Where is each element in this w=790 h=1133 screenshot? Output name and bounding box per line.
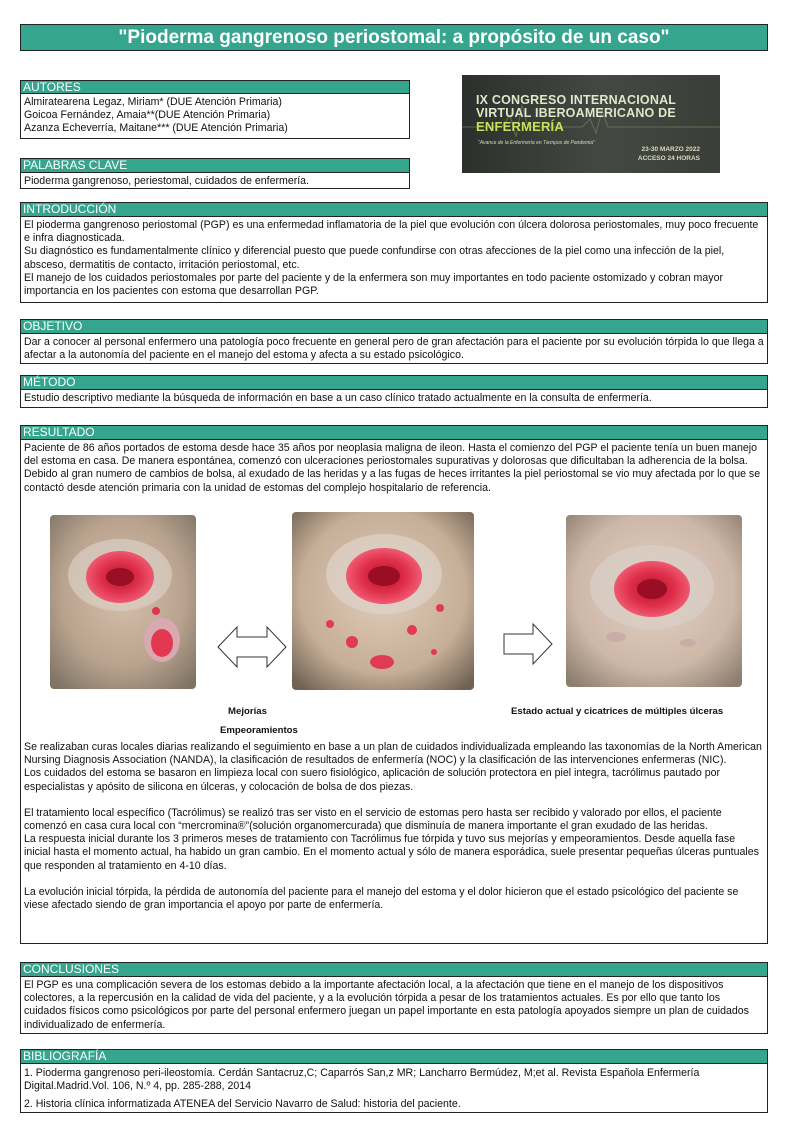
logo-access: ACCESO 24 HORAS: [637, 155, 700, 162]
reference-item: 2. Historia clínica informatizada ATENEA del Servicio Navarro de Salud: historia del paciente.: [24, 1098, 461, 1111]
bibliografia-heading: BIBLIOGRAFÍA: [20, 1049, 768, 1063]
resultado-details: [24, 741, 764, 912]
intro-paragraph: Su diagnóstico es fundamentalmente clínico y diferencial puesto que puede confundirse con otras afecciones de la piel como una infección de la piel, absceso, dermatitis de contacto, irritación periostomal, etc.: [24, 245, 725, 271]
congress-logo: [462, 75, 720, 173]
caption-estado-actual: Estado actual y cicatrices de múltiples úlceras: [511, 706, 724, 717]
logo-line-1: IX CONGRESO INTERNACIONAL: [476, 93, 677, 107]
double-arrow-icon: [217, 625, 287, 669]
conclusiones-heading: CONCLUSIONES: [20, 962, 768, 976]
wound-photo-current: [566, 515, 742, 687]
author-line: Goicoa Fernández, Amaia**(DUE Atención Primaria): [24, 109, 271, 122]
palabras-clave-box: [20, 172, 410, 189]
intro-paragraph: El manejo de los cuidados periostomales por parte del paciente y de la enfermera son muy importantes en todo paciente ostomizado y cobran mayor importancia en los pacientes con estoma que desarrollan PGP.: [24, 271, 723, 298]
poster-title: "Pioderma gangrenoso periostomal: a propósito de un caso": [20, 24, 768, 51]
wound-photo-evolution: [292, 512, 474, 690]
objetivo-heading: OBJETIVO: [20, 319, 768, 333]
resultado-heading: RESULTADO: [20, 425, 768, 439]
introduccion-heading: INTRODUCCIÓN: [20, 202, 768, 216]
objetivo-box: [20, 333, 768, 364]
metodo-text: Estudio descriptivo mediante la búsqueda de información en base a un caso clínico tratado actualmente en la consulta de enfermería.: [24, 392, 652, 404]
conclusiones-text: El PGP es una complicación severa de los estomas debido a la importante afectación local, a la afectación que tiene en el manejo de los dispositivos colectores, a la repercusión en la calidad de vida del paciente, y a la evolución tórpida a pesar de los tratamientos actuales. Es por ello que tanto los cuidados físicos como psicológicos por parte del personal enfermero juegan un papel importante en esta patología apoyados siempre un plan de cuidados individualizado de enfermería.: [24, 979, 749, 1031]
caption-mejorias: Mejorías: [228, 706, 267, 717]
caption-empeoramientos: Empeoramientos: [220, 725, 298, 736]
right-arrow-icon: [503, 622, 553, 666]
resultado-paragraph: La respuesta inicial durante los 3 primeros meses de tratamiento con Tacrólimus fue tórpida y tuvo sus mejorías y empeoramientos. Desde aquella fase inicial hasta el momento actual, ha habido un gran cambio. En el momento actual y sólo de manera esporádica, suele presentar pequeñas úlceras puntuales que responden al tratamiento en 4-10 días.: [24, 833, 759, 872]
logo-line-3: ENFERMERÍA: [476, 119, 564, 134]
resultado-paragraph: Se realizaban curas locales diarias realizando el seguimiento en base a un plan de cuidados individualizada empleando las taxonomías de la North American Nursing Diagnosis Association (NANDA), la clasificación de resultados de enfermería (NOC) y la clasificación de las intervenciones enfermeras (NIC).: [24, 741, 762, 767]
metodo-heading: MÉTODO: [20, 375, 768, 389]
author-line: Azanza Echeverría, Maitane*** (DUE Atención Primaria): [24, 122, 288, 135]
reference-item: 1. Pioderma gangrenoso peri-ileostomía. Cerdán Santacruz,C; Caparrós San,z MR; Lancharro Bermúdez, M;et al. Revista Española Enfermería Digital.Madrid.Vol. 106, N.º 4, pp. 285-288, 2014: [24, 1067, 700, 1093]
logo-line-2: VIRTUAL IBEROAMERICANO DE: [476, 106, 676, 120]
resultado-paragraph: Los cuidados del estoma se basaron en limpieza local con suero fisiológico, aplicación de solución protectora en piel integra, tacrólimus pautado por especialistas y apósito de silicona en úlceras, y colocación de bolsa de dos piezas.: [24, 767, 721, 793]
wound-photo-initial: [50, 515, 196, 689]
conclusiones-box: [20, 976, 768, 1034]
metodo-box: [20, 389, 768, 408]
resultado-intro: Paciente de 86 años portados de estoma desde hace 35 años por neoplasia maligna de ileon. Hasta el comienzo del PGP el paciente tenía un buen manejo del estoma en casa. De manera espontánea, comenzó con ulceraciones periostomales supurativas y dolorosas que dificultaban la adherencia de la bolsa. Debido al gran numero de cambios de bolsa, al exudado de las heridas y a las fugas de heces irritantes la piel periostomal se vio muy afectada por lo que se contactó desde atención primaria con la unidad de estomas del complejo hospitalario de referencia.: [24, 442, 761, 494]
bibliografia-box: [20, 1063, 768, 1113]
intro-paragraph: El pioderma gangrenoso periostomal (PGP) es una enfermedad inflamatoria de la piel que evolución con úlcera dolorosa periostomales, muy poco frecuente e infra diagnosticada.: [24, 219, 759, 245]
logo-tagline: "Avance de la Enfermería en Tiempos de Pandemia": [478, 140, 595, 146]
objetivo-text: Dar a conocer al personal enfermero una patología poco frecuente en general pero de gran afectación para el paciente por su evolución tórpida lo que llega a afectar a la autonomía del paciente en el manejo del estoma y afecta a su estado psicológico.: [24, 336, 764, 362]
autores-box: [20, 93, 410, 139]
autores-heading: AUTORES: [20, 80, 410, 93]
logo-dates: 23-30 MARZO 2022: [641, 146, 700, 153]
palabras-clave-text: Pioderma gangrenoso, periestomal, cuidados de enfermería.: [24, 175, 310, 187]
author-line: Almiratearena Legaz, Miriam* (DUE Atención Primaria): [24, 96, 282, 108]
resultado-paragraph: El tratamiento local específico (Tacrólimus) se realizó tras ser visto en el servicio de estomas pero hasta ser recibido y valorado por ellos, el paciente comenzó en casa cura local con “mercromina®”(solución organomercurada) que disminuía de manera importante el gran exudado de las heridas.: [24, 806, 722, 833]
palabras-clave-heading: PALABRAS CLAVE: [20, 158, 410, 172]
resultado-paragraph: La evolución inicial tórpida, la pérdida de autonomía del paciente para el manejo del estoma y el dolor hicieron que el estado psicológico del paciente se viese afectado siendo de gran importancia el apoyo por parte de enfermería.: [24, 885, 739, 912]
introduccion-box: [20, 216, 768, 303]
